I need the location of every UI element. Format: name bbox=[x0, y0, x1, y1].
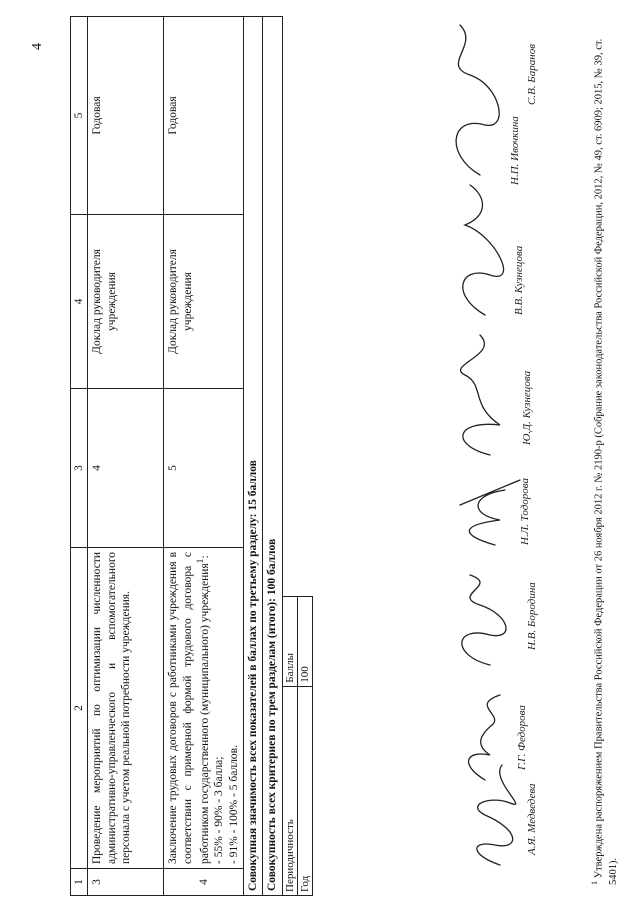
signature-3 bbox=[462, 575, 506, 665]
source-cell: Доклад руководителя учреждения bbox=[88, 215, 164, 389]
footnote-mark: 1 bbox=[590, 881, 599, 885]
signature-name: Н.В. Бородина bbox=[526, 582, 538, 650]
criterion-line: - 91% - 100% - 5 баллов. bbox=[227, 745, 240, 864]
score-value: 100 bbox=[298, 597, 313, 687]
score-period: Год bbox=[298, 686, 313, 895]
score-cell: 4 bbox=[88, 389, 164, 548]
row-number: 3 bbox=[88, 869, 164, 896]
signature-4 bbox=[460, 480, 520, 545]
signature-name: Г.Г. Федорова bbox=[516, 705, 528, 770]
criterion-line: Заключение трудовых договоров с работниками учреждения в соответствии с примерной формой трудового договора с работником государственного (муниципального) учреждения bbox=[167, 552, 211, 864]
signature-name: Н.П. Ивочкина bbox=[509, 116, 521, 185]
signature-name: А.Я. Медведева bbox=[526, 783, 538, 855]
section-total: Совокупная значимость всех показателей в баллах по третьему разделу: 15 баллов bbox=[244, 17, 263, 896]
criteria-table bbox=[70, 16, 283, 896]
header-cell: 4 bbox=[71, 215, 88, 389]
period-cell: Годовая bbox=[164, 17, 244, 215]
signature-name: Ю.Д. Кузнецова bbox=[521, 370, 533, 445]
signatures-image bbox=[430, 15, 550, 875]
score-header-cell: Баллы bbox=[283, 597, 298, 687]
source-cell: Доклад руководителя учреждения bbox=[164, 215, 244, 389]
signature-name: С.В. Баранов bbox=[526, 43, 538, 105]
signature-name: В.В. Кузнецова bbox=[513, 245, 525, 315]
header-cell: 1 bbox=[71, 869, 88, 896]
score-row bbox=[298, 597, 313, 896]
header-cell: 5 bbox=[71, 17, 88, 215]
signature-2 bbox=[469, 695, 500, 780]
signature-5 bbox=[461, 335, 500, 455]
score-cell: 5 bbox=[164, 389, 244, 548]
score-table bbox=[282, 596, 313, 896]
header-cell: 2 bbox=[71, 548, 88, 869]
page-number: 4 bbox=[30, 43, 45, 50]
grand-total: Совокупность всех критериев по трем разделам (итого): 100 баллов bbox=[263, 17, 282, 896]
footnote bbox=[590, 25, 621, 885]
footnote-text: Утверждена распоряжением Правительства Российской Федерации от 26 ноября 2012 г. № 2190-р (Собрание законодательства Российской Федерации, 2012, № 49, ст. 6909; 2015, № 39, ст. 5401). bbox=[593, 38, 619, 885]
table-header-row bbox=[71, 17, 88, 896]
criterion-text: Проведение мероприятий по оптимизации численности административно-управленческого и вспомогательного персонала с учетом реальной потребности учреждения. bbox=[88, 548, 164, 869]
section-total-row bbox=[244, 17, 263, 896]
criterion-text: Заключение трудовых договоров с работниками учреждения в соответствии с примерной формой трудового договора с работником государственного (муниципального) учреждения$^1$: - 55% - 90% - 3 балла; - 91% - 100% - 5 баллов. bbox=[164, 548, 244, 869]
score-header-cell: Периодичность bbox=[283, 686, 298, 895]
period-cell: Годовая bbox=[88, 17, 164, 215]
table-row bbox=[88, 17, 164, 896]
grand-total-row bbox=[263, 17, 282, 896]
header-cell: 3 bbox=[71, 389, 88, 548]
signature-6 bbox=[463, 185, 504, 315]
signature-1 bbox=[477, 765, 516, 865]
row-number: 4 bbox=[164, 869, 244, 896]
table-row bbox=[164, 17, 244, 896]
signature-7 bbox=[456, 25, 499, 175]
score-header-row bbox=[283, 597, 298, 896]
footnote-mark: 1 bbox=[195, 558, 207, 564]
criterion-line: - 55% - 90% - 3 балла; bbox=[213, 756, 226, 864]
signature-name: Н.Л. Тодорова bbox=[519, 478, 531, 545]
